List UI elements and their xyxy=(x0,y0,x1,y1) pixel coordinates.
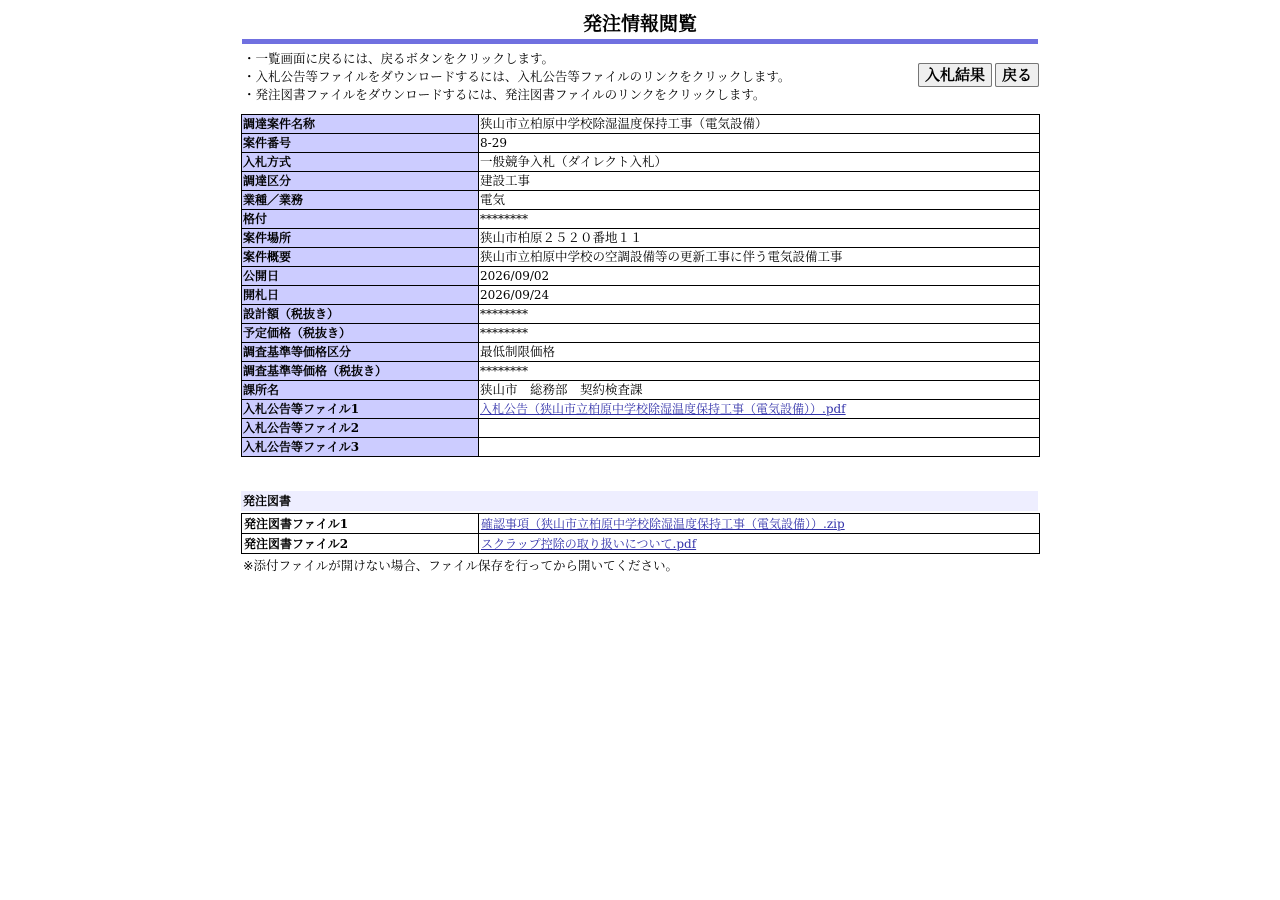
instruction-line: ・一覧画面に戻るには、戻るボタンをクリックします。 xyxy=(243,51,555,66)
table-row xyxy=(242,305,1040,324)
table-row xyxy=(242,343,1040,362)
row-label: 調達区分 xyxy=(242,172,479,191)
title-divider xyxy=(242,39,1038,44)
table-row xyxy=(242,267,1040,286)
row-label: 案件概要 xyxy=(242,248,479,267)
row-value: ******** xyxy=(479,324,1040,343)
row-label: 格付 xyxy=(242,210,479,229)
row-label: 入札公告等ファイル1 xyxy=(242,400,479,419)
row-value: 電気 xyxy=(479,191,1040,210)
table-row xyxy=(242,115,1040,134)
table-row xyxy=(242,381,1040,400)
instruction-line: ・入札公告等ファイルをダウンロードするには、入札公告等ファイルのリンクをクリックします。 xyxy=(243,69,791,84)
row-value: 一般競争入札（ダイレクト入札） xyxy=(479,153,1040,172)
row-label: 公開日 xyxy=(242,267,479,286)
row-label: 案件番号 xyxy=(242,134,479,153)
attachment-note: ※添付ファイルが開けない場合、ファイル保存を行ってから開いてください。 xyxy=(243,558,678,573)
table-row xyxy=(242,172,1040,191)
row-value: 8-29 xyxy=(479,134,1040,153)
row-value xyxy=(479,438,1040,457)
row-value: 2026/09/24 xyxy=(479,286,1040,305)
row-label: 入札公告等ファイル2 xyxy=(242,419,479,438)
table-row xyxy=(242,210,1040,229)
table-row xyxy=(242,153,1040,172)
table-row xyxy=(242,248,1040,267)
table-row xyxy=(242,419,1040,438)
table-row xyxy=(242,191,1040,210)
drawing-file-link[interactable]: スクラップ控除の取り扱いについて.pdf xyxy=(481,537,697,551)
row-label: 入札公告等ファイル3 xyxy=(242,438,479,457)
row-label: 予定価格（税抜き） xyxy=(242,324,479,343)
action-buttons xyxy=(918,63,1039,87)
row-label: 調査基準等価格（税抜き） xyxy=(242,362,479,381)
row-value xyxy=(479,419,1040,438)
table-row xyxy=(242,229,1040,248)
row-value: ******** xyxy=(479,305,1040,324)
row-label: 設計額（税抜き） xyxy=(242,305,479,324)
row-value xyxy=(479,534,1040,554)
table-row xyxy=(242,534,1040,554)
row-label: 入札方式 xyxy=(242,153,479,172)
drawing-file-link[interactable]: 確認事項（狭山市立柏原中学校除湿温度保持工事（電気設備））.zip xyxy=(481,517,845,531)
row-label: 開札日 xyxy=(242,286,479,305)
row-value: 狭山市柏原２５２０番地１１ xyxy=(479,229,1040,248)
row-value: ******** xyxy=(479,210,1040,229)
page-title: 発注情報閲覧 xyxy=(582,13,697,35)
drawings-section-header: 発注図書 xyxy=(241,491,1038,511)
table-row xyxy=(242,324,1040,343)
row-value: 2026/09/02 xyxy=(479,267,1040,286)
row-value: 狭山市立柏原中学校の空調設備等の更新工事に伴う電気設備工事 xyxy=(479,248,1040,267)
row-value xyxy=(479,400,1040,419)
back-button[interactable]: 戻る xyxy=(995,63,1039,87)
row-value: ******** xyxy=(479,362,1040,381)
row-label: 発注図書ファイル2 xyxy=(242,534,479,554)
row-value: 狭山市 総務部 契約検査課 xyxy=(479,381,1040,400)
drawings-table xyxy=(241,513,1040,554)
instruction-line: ・発注図書ファイルをダウンロードするには、発注図書ファイルのリンクをクリックします。 xyxy=(243,87,766,102)
row-label: 業種／業務 xyxy=(242,191,479,210)
order-details-table xyxy=(241,114,1040,457)
table-row xyxy=(242,438,1040,457)
row-value: 狭山市立柏原中学校除湿温度保持工事（電気設備） xyxy=(479,115,1040,134)
row-value: 最低制限価格 xyxy=(479,343,1040,362)
table-row xyxy=(242,134,1040,153)
row-label: 課所名 xyxy=(242,381,479,400)
table-row xyxy=(242,286,1040,305)
bid-result-button[interactable]: 入札結果 xyxy=(918,63,992,87)
table-row xyxy=(242,514,1040,534)
row-value: 建設工事 xyxy=(479,172,1040,191)
row-label: 案件場所 xyxy=(242,229,479,248)
row-value xyxy=(479,514,1040,534)
table-row xyxy=(242,400,1040,419)
row-label: 調達案件名称 xyxy=(242,115,479,134)
row-label: 発注図書ファイル1 xyxy=(242,514,479,534)
row-label: 調査基準等価格区分 xyxy=(242,343,479,362)
instructions xyxy=(243,50,1039,110)
table-row xyxy=(242,362,1040,381)
bid-notice-file-link[interactable]: 入札公告（狭山市立柏原中学校除湿温度保持工事（電気設備））.pdf xyxy=(480,402,846,416)
page-container xyxy=(241,9,1039,575)
